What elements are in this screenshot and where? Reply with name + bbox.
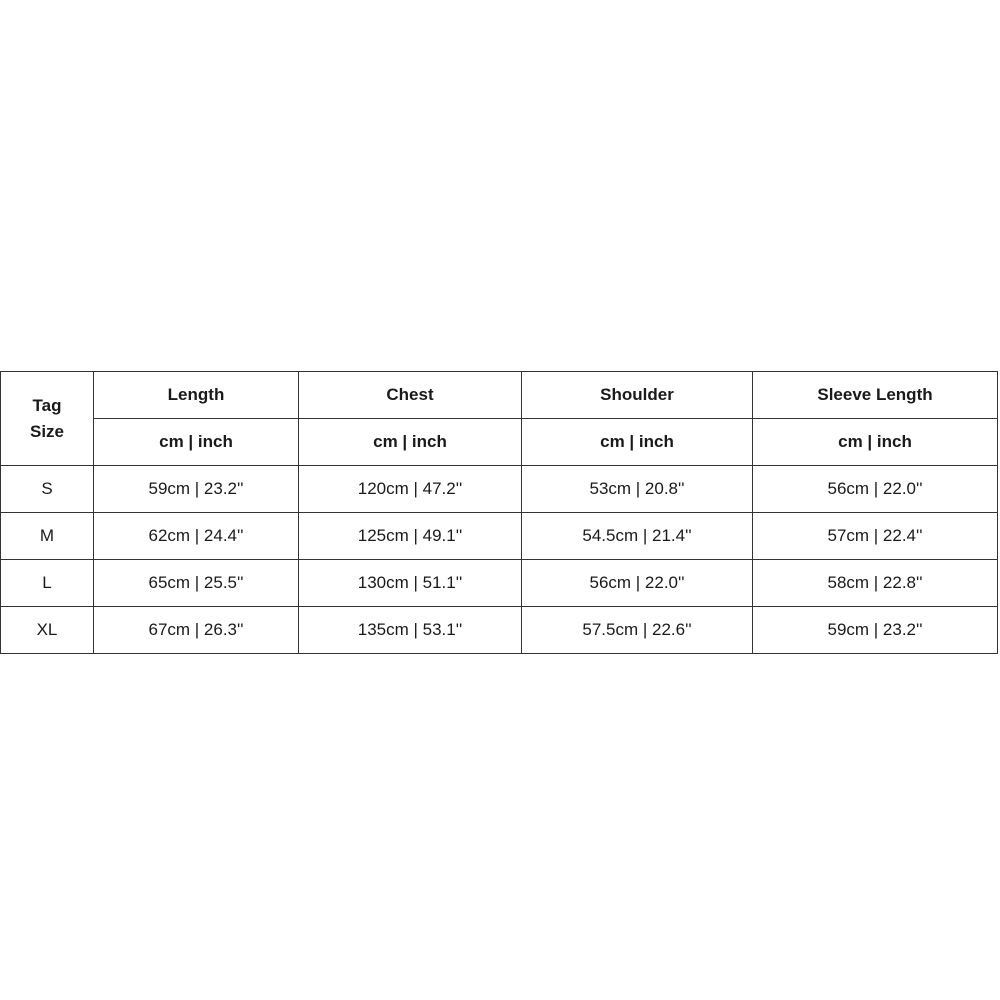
length-cell: 62cm | 24.4'' (94, 513, 299, 560)
column-header-length: Length (94, 372, 299, 419)
table-row (1, 513, 998, 560)
sleeve-length-cell: 57cm | 22.4'' (753, 513, 998, 560)
table-row (1, 466, 998, 513)
length-cell: 59cm | 23.2'' (94, 466, 299, 513)
shoulder-cell: 56cm | 22.0'' (522, 560, 753, 607)
size-cell: M (1, 513, 94, 560)
unit-header-shoulder: cm | inch (522, 419, 753, 466)
shoulder-cell: 57.5cm | 22.6'' (522, 607, 753, 654)
header-row (1, 372, 998, 419)
sleeve-length-cell: 56cm | 22.0'' (753, 466, 998, 513)
chest-cell: 130cm | 51.1'' (299, 560, 522, 607)
chest-cell: 135cm | 53.1'' (299, 607, 522, 654)
unit-header-chest: cm | inch (299, 419, 522, 466)
column-header-shoulder: Shoulder (522, 372, 753, 419)
size-cell: S (1, 466, 94, 513)
tag-size-header-line2: Size (29, 421, 65, 441)
table-row (1, 560, 998, 607)
size-cell: L (1, 560, 94, 607)
sleeve-length-cell: 58cm | 22.8'' (753, 560, 998, 607)
shoulder-cell: 53cm | 20.8'' (522, 466, 753, 513)
tag-size-header (1, 372, 94, 466)
sleeve-length-cell: 59cm | 23.2'' (753, 607, 998, 654)
column-header-sleeve-length: Sleeve Length (753, 372, 998, 419)
shoulder-cell: 54.5cm | 21.4'' (522, 513, 753, 560)
unit-header-sleeve-length: cm | inch (753, 419, 998, 466)
unit-row (1, 419, 998, 466)
size-chart-table (0, 371, 998, 654)
chest-cell: 120cm | 47.2'' (299, 466, 522, 513)
chest-cell: 125cm | 49.1'' (299, 513, 522, 560)
length-cell: 65cm | 25.5'' (94, 560, 299, 607)
table-row (1, 607, 998, 654)
length-cell: 67cm | 26.3'' (94, 607, 299, 654)
column-header-chest: Chest (299, 372, 522, 419)
unit-header-length: cm | inch (94, 419, 299, 466)
size-cell: XL (1, 607, 94, 654)
tag-size-header-line1: Tag (32, 395, 62, 415)
